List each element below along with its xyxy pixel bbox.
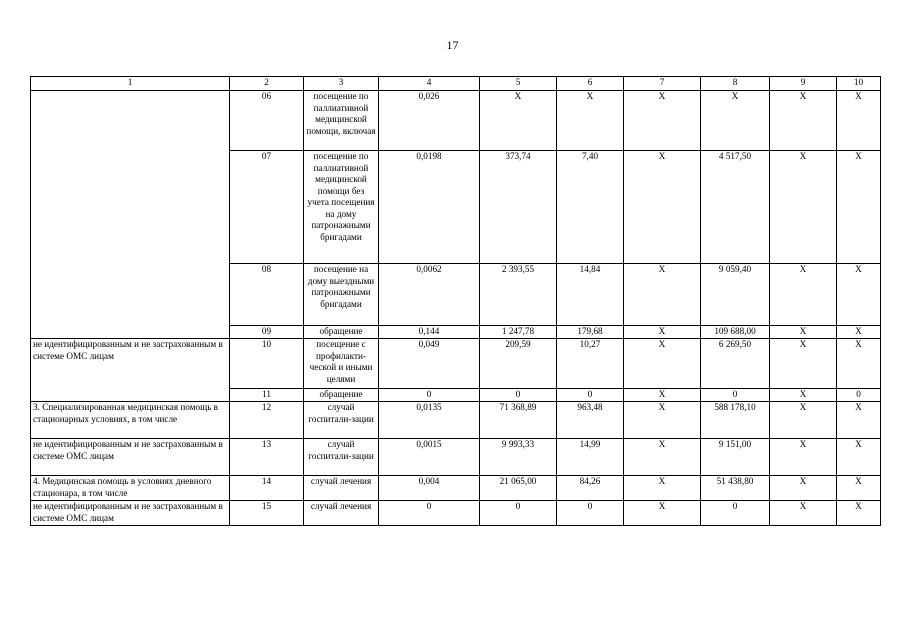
- table-cell: 07: [230, 151, 304, 264]
- table-cell: 9 151,00: [701, 439, 770, 476]
- table-cell: Х: [770, 91, 837, 151]
- table-cell: Х: [770, 151, 837, 264]
- column-header: 10: [837, 77, 881, 91]
- table-cell: 0,049: [379, 339, 480, 389]
- table-cell: посещение на дому выездными патронажными бригадами: [304, 264, 379, 326]
- table-cell: 10: [230, 339, 304, 389]
- table-cell: Х: [770, 389, 837, 402]
- table-cell: 1 247,78: [480, 326, 557, 339]
- table-cell: 12: [230, 402, 304, 439]
- table-cell: 0: [557, 389, 624, 402]
- table-row: [31, 501, 881, 526]
- table-cell: 51 438,80: [701, 476, 770, 501]
- table-cell: 9 059,40: [701, 264, 770, 326]
- table-cell: Х: [624, 501, 701, 526]
- column-header: 6: [557, 77, 624, 91]
- table-cell: Х: [624, 439, 701, 476]
- table-row: [31, 339, 881, 389]
- table-cell: посещение по паллиативной медицинской помощи, включая: [304, 91, 379, 151]
- table-cell: 0,144: [379, 326, 480, 339]
- table-cell: 10,27: [557, 339, 624, 389]
- table-cell: 373,74: [480, 151, 557, 264]
- table-cell: 0: [557, 501, 624, 526]
- table-cell: 2 393,55: [480, 264, 557, 326]
- table-cell: 4. Медицинская помощь в условиях дневного стационара, в том числе: [31, 476, 230, 501]
- table-cell: 84,26: [557, 476, 624, 501]
- table-cell: 963,48: [557, 402, 624, 439]
- table-cell: 08: [230, 264, 304, 326]
- table-cell: 0,026: [379, 91, 480, 151]
- table-cell: 9 993,33: [480, 439, 557, 476]
- table-cell: Х: [624, 389, 701, 402]
- table-cell: 71 368,89: [480, 402, 557, 439]
- table-cell: Х: [837, 151, 881, 264]
- table-cell: 0,0062: [379, 264, 480, 326]
- table-cell: Х: [624, 339, 701, 389]
- table-cell: 0: [837, 389, 881, 402]
- table-cell: 6 269,50: [701, 339, 770, 389]
- table-cell: Х: [770, 439, 837, 476]
- table-cell: Х: [624, 91, 701, 151]
- table-cell: Х: [770, 501, 837, 526]
- table-cell: Х: [770, 339, 837, 389]
- table-cell: Х: [770, 402, 837, 439]
- table-cell: Х: [837, 91, 881, 151]
- column-header: 2: [230, 77, 304, 91]
- table-cell: 0: [701, 501, 770, 526]
- table-cell: 11: [230, 389, 304, 402]
- table-cell: 13: [230, 439, 304, 476]
- table-cell: Х: [770, 264, 837, 326]
- table-cell: 14,84: [557, 264, 624, 326]
- column-header: 7: [624, 77, 701, 91]
- data-table: [30, 76, 881, 526]
- table-cell: 209,59: [480, 339, 557, 389]
- table-row: [31, 91, 881, 151]
- table-row: [31, 476, 881, 501]
- table-cell: обращение: [304, 389, 379, 402]
- table-cell: не идентифицированным и не застрахованным в системе ОМС лицам: [31, 501, 230, 526]
- table-cell: 7,40: [557, 151, 624, 264]
- table-cell: 588 178,10: [701, 402, 770, 439]
- table-cell: 0,0198: [379, 151, 480, 264]
- table-cell: Х: [770, 326, 837, 339]
- table-cell: Х: [624, 264, 701, 326]
- table-cell: 0: [379, 389, 480, 402]
- table-cell: 0: [480, 389, 557, 402]
- table-cell: Х: [837, 439, 881, 476]
- table-cell: Х: [701, 91, 770, 151]
- table-cell: 0: [379, 501, 480, 526]
- table-cell: 06: [230, 91, 304, 151]
- table-cell: 09: [230, 326, 304, 339]
- table-cell: обращение: [304, 326, 379, 339]
- table-cell: Х: [624, 476, 701, 501]
- table-header-row: [31, 77, 881, 91]
- table-row: [31, 402, 881, 439]
- table-cell: 0,004: [379, 476, 480, 501]
- table-cell: 179,68: [557, 326, 624, 339]
- table-cell: 0,0015: [379, 439, 480, 476]
- table-cell: [31, 91, 230, 339]
- table-cell: не идентифицированным и не застрахованным в системе ОМС лицам: [31, 439, 230, 476]
- table-cell: случай госпитали-зации: [304, 439, 379, 476]
- page-number: 17: [446, 38, 459, 52]
- column-header: 5: [480, 77, 557, 91]
- column-header: 9: [770, 77, 837, 91]
- column-header: 1: [31, 77, 230, 91]
- table-cell: Х: [837, 501, 881, 526]
- table-cell: 4 517,50: [701, 151, 770, 264]
- table-cell: посещение с профилакти-ческой и иными целями: [304, 339, 379, 389]
- table-cell: Х: [480, 91, 557, 151]
- table-cell: Х: [624, 151, 701, 264]
- table-cell: Х: [557, 91, 624, 151]
- table-cell: Х: [624, 326, 701, 339]
- column-header: 3: [304, 77, 379, 91]
- table-cell: 3. Специализированная медицинская помощь в стационарных условиях, в том числе: [31, 402, 230, 439]
- table-cell: 14,99: [557, 439, 624, 476]
- table-cell: Х: [770, 476, 837, 501]
- table-cell: Х: [624, 402, 701, 439]
- table-cell: Х: [837, 339, 881, 389]
- table-cell: не идентифицированным и не застрахованным в системе ОМС лицам: [31, 339, 230, 402]
- table-cell: случай госпитали-зации: [304, 402, 379, 439]
- table-cell: Х: [837, 476, 881, 501]
- table-cell: 14: [230, 476, 304, 501]
- table-row: [31, 439, 881, 476]
- table-cell: 15: [230, 501, 304, 526]
- table-cell: Х: [837, 402, 881, 439]
- column-header: 8: [701, 77, 770, 91]
- table-cell: случай лечения: [304, 476, 379, 501]
- table-cell: случай лечения: [304, 501, 379, 526]
- column-header: 4: [379, 77, 480, 91]
- table-cell: 109 688,00: [701, 326, 770, 339]
- table-cell: 0,0135: [379, 402, 480, 439]
- table-cell: Х: [837, 264, 881, 326]
- table-cell: посещение по паллиативной медицинской помощи без учета посещения на дому патронажными бригадами: [304, 151, 379, 264]
- table-cell: 21 065,00: [480, 476, 557, 501]
- table-cell: 0: [701, 389, 770, 402]
- table-cell: Х: [837, 326, 881, 339]
- table-cell: 0: [480, 501, 557, 526]
